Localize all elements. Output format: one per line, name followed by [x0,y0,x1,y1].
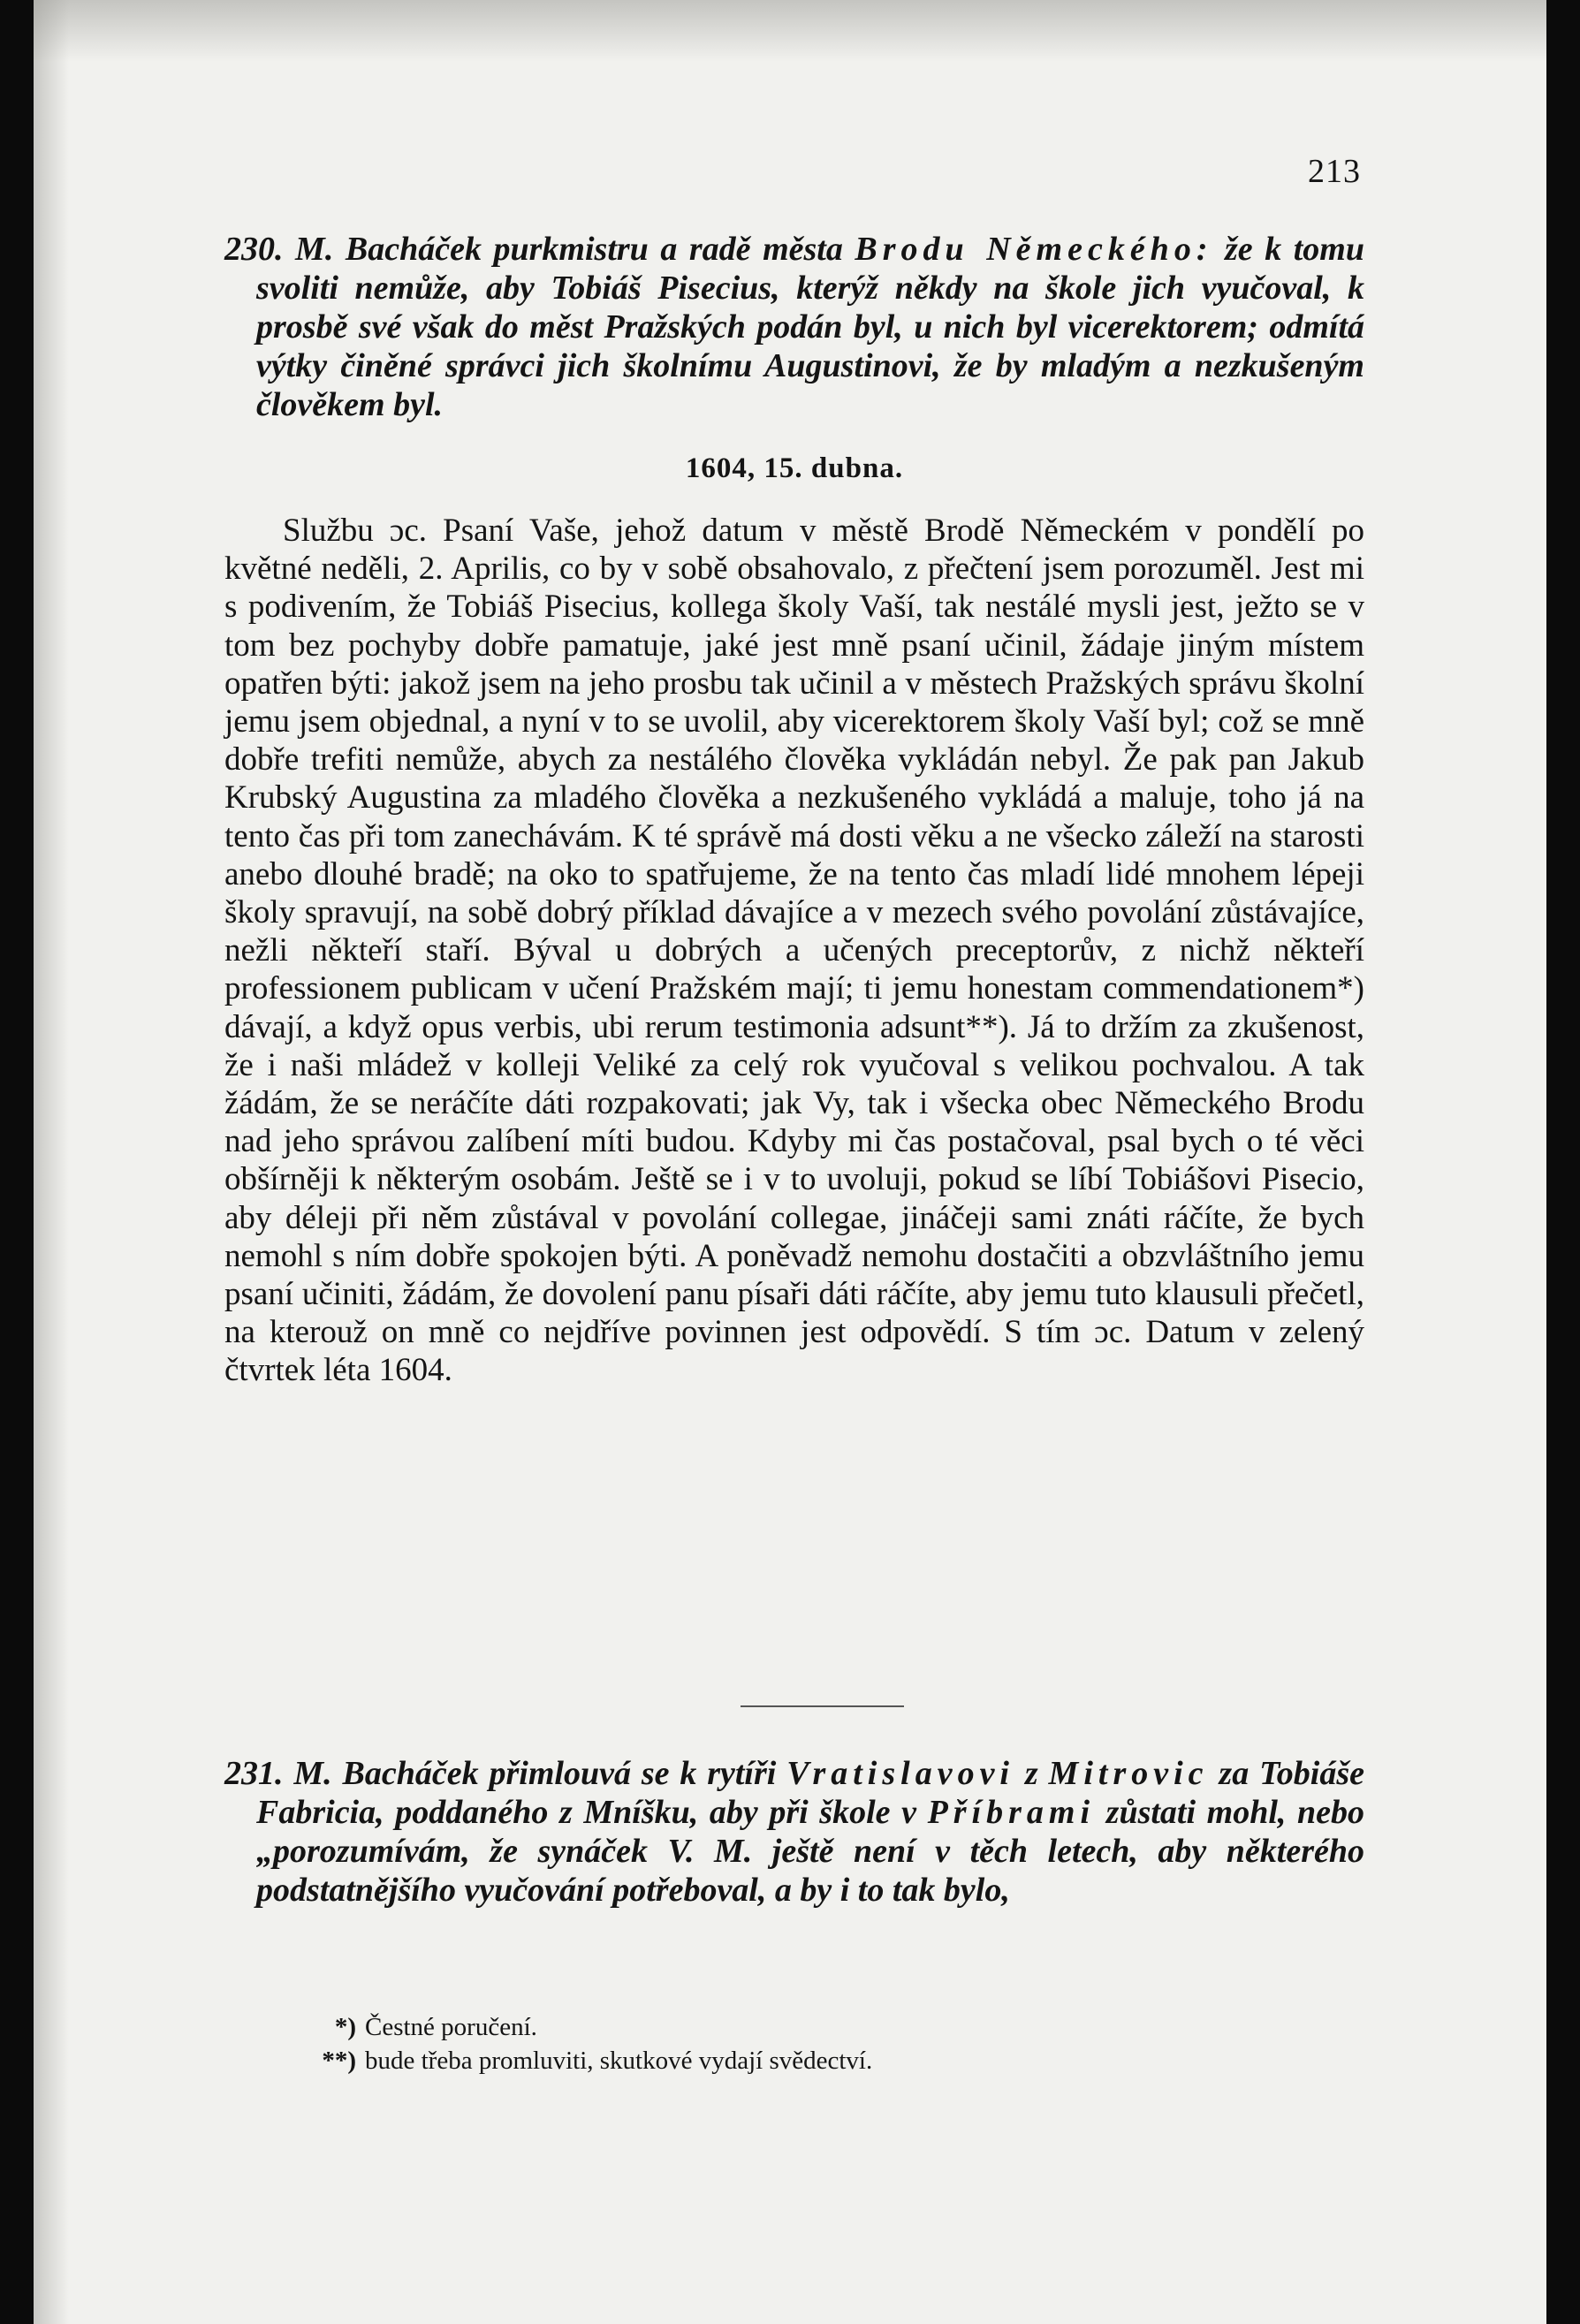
entry-231-place: Příbrami [927,1794,1096,1831]
footnote-1 [321,2010,1204,2044]
footnote-1-text: Čestné poručení. [365,2013,537,2041]
entry-231-heading-part2: z [1024,1755,1038,1792]
entry-231-number: 231. [224,1755,284,1792]
scan-left-shadow [34,0,69,2324]
footnote-1-mark: *) [334,2013,356,2041]
entry-231-heading-part1: M. Bacháček přimlouvá se k rytíři [293,1755,777,1792]
scan-top-shadow [34,0,1546,62]
entry-230 [224,230,1364,1390]
entry-230-heading-part1: M. Bacháček purkmistru a radě města [295,231,843,268]
entry-231-heading-part4: zůstati mohl, nebo „porozumívám, že synáček V. M. ještě není v těch letech, aby některého podstatnějšího vyučování potřeboval, a by i to tak bylo, [256,1794,1364,1909]
entry-231-name-2: Mitrovic [1048,1755,1209,1792]
footnote-2-mark: **) [322,2047,356,2075]
entry-230-number: 230. [224,231,284,268]
entry-230-body-text: Službu ɔc. Psaní Vaše, jehož datum v městě Brodě Německém v pondělí po květné neděli, 2. Aprilis, co by v sobě obsahovalo, z přečtení jsem porozuměl. Jest mi s podivením, že Tobiáš Pisecius, kollega školy Vaší, tak nestálé mysli jest, ježto se v tom bez pochyby dobře pamatuje, jaké jest mně psaní učinil, žádaje jiným místem opatřen býti: jakož jsem na jeho prosbu tak učinil a v městech Pražských správu školní jemu jsem objednal, a nyní v to se uvolil, aby vicerektorem školy Vaší byl; což se mně dobře trefiti nemůže, abych za nestálého člověka vykládán nebyl. Že pak pan Jakub Krubský Augustina za mladého člověka a nezkušeného vykládá a maluje, toho já na tento čas při tom zanechávám. K té správě má dosti věku a ne všecko záleží na starosti anebo dlouhé bradě; na oko to spatřujeme, že na tento čas mladí lidé mnohem lépeji školy spravují, na sobě dobrý příklad dávajíce a v mezech svého povolání zůstávajíce, nežli někteří staří. Býval u dobrých a učených preceptorův, z nichž někteří professionem publicam v učení Pražském mají; ti jemu honestam commendationem*) dávají, a když opus verbis, ubi rerum testimonia adsunt**). Já to držím za zkušenost, že i naši mládež v kolleji Veliké za celý rok vyučoval s velikou pochvalou. A tak žádám, že se neráčíte dáti rozpakovati; jak Vy, tak i všecka obec Německého Brodu nad jeho správou zalíbení míti budou. Kdyby mi čas postačoval, psal bych o té věci obšírněji k některým osobám. Ještě se i v to uvoluji, pokud se líbí Tobiášovi Pisecio, aby déleji při něm zůstával v povolání collegae, jináčeji sami znáti ráčíte, že bych nemohl s ním dobře spokojen býti. A poněvadž nemohu dostačiti a obzvláštního jemu psaní učiniti, žádám, že dovolení panu písaři dáti ráčíte, aby jemu tuto klausuli přečetl, na kterouž on mně co nejdříve povinnen jest odpovědí. S tím ɔc. Datum v zelený čtvrtek léta 1604. [224,513,1364,1389]
entry-230-place: Brodu Německého: [855,231,1213,268]
book-page [34,0,1546,2324]
entry-231-heading-part3: za Tobiáše Fabricia, poddaného z Mníšku, aby při škole v [256,1755,1365,1831]
entry-230-body [224,512,1364,1390]
footnote-2 [321,2044,1204,2077]
section-separator [741,1705,904,1707]
entry-230-heading-part2: že k tomu svoliti nemůže, aby Tobiáš Pisecius, kterýž někdy na škole jich vyučoval, k prosbě své však do měst Pražských podán byl, u nich byl vicerektorem; odmítá výtky činěné správci jich školnímu Augustinovi, že by mladým a nezkušeným člověkem byl. [256,231,1365,423]
footnotes [321,2010,1204,2077]
entry-231 [224,1754,1364,1910]
page-number: 213 [1308,153,1361,190]
entry-231-name-1: Vratislavovi [786,1755,1014,1792]
entry-230-date: 1604, 15. dubna. [685,452,904,484]
entry-230-heading [224,230,1364,424]
footnote-2-text: bude třeba promluviti, skutkové vydají svědectví. [365,2047,873,2075]
entry-231-heading [224,1754,1364,1910]
